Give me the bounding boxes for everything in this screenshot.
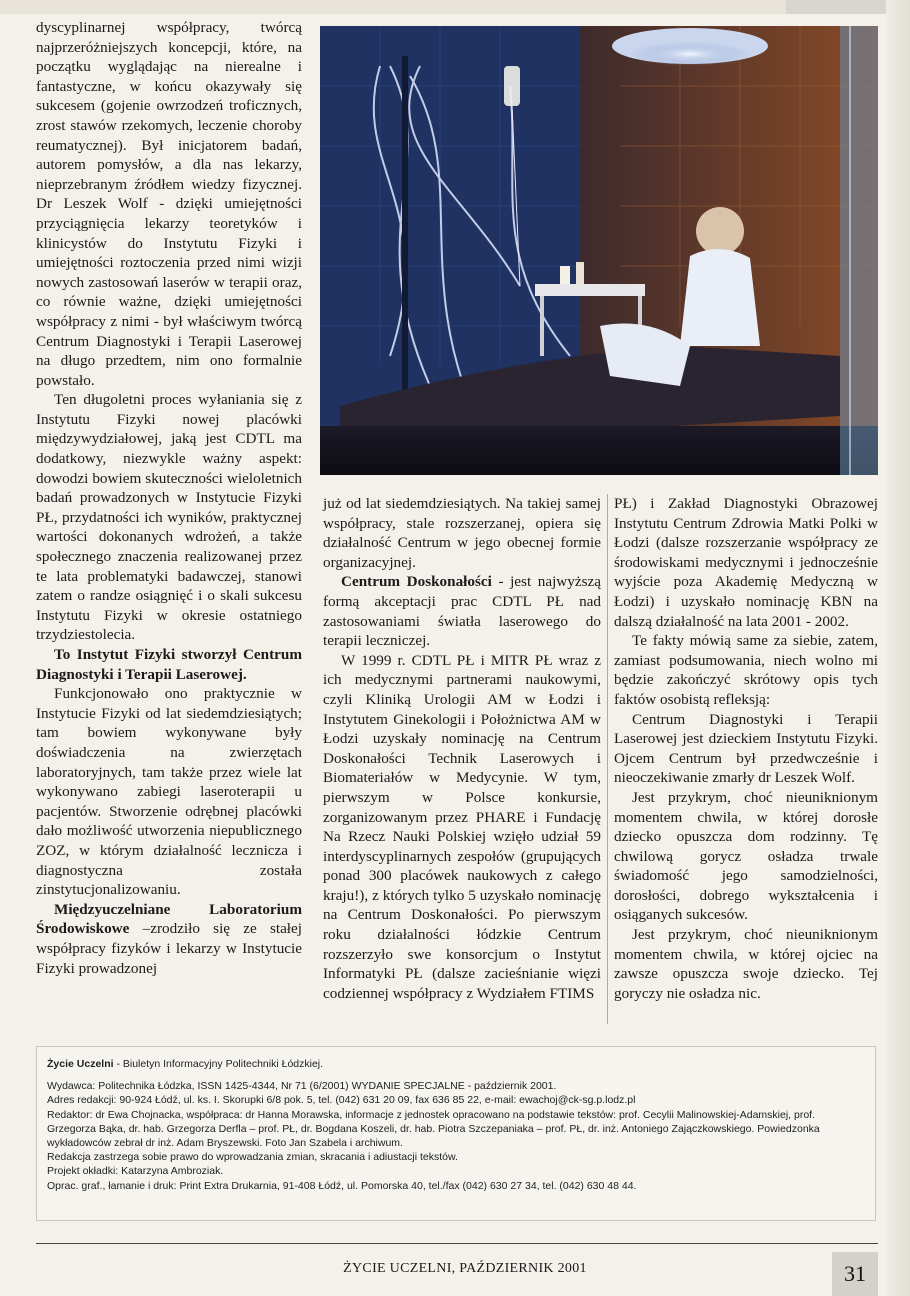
- colophon-cover-design: Projekt okładki: Katarzyna Ambroziak.: [47, 1165, 224, 1178]
- col3-paragraph-5: Jest przykrym, choć nieuniknionym momentem chwila, w której ojciec na zawsze opuszcza swoje dziecko. Tej goryczy nie osładza nic.: [614, 926, 878, 1002]
- col2-paragraph-3: W 1999 r. CDTL PŁ i MITR PŁ wraz z ich medycznymi partnerami naukowymi, czyli Kliniką Urologii AM w Łodzi i Instytutem Ginekologii i Położnictwa AM w Łodzi uzyskały nominację na Centrum Doskonałości Technik Laserowych i Biomateriałów w Medycynie. W tym, pierwszym w Polsce konkursie, zorganizowanym przez PHARE i Fundację Na Rzecz Nauki Polskiej wzięło udział 59 interdyscyplinarnych zespołów (grupujących ponad 300 placówek naukowych z całego kraju!), z których tylko 5 uzyskało nominację na Centrum Doskonałości. Po pierwszym roku działalności łódzkie Centrum rozszerzyło swe konsorcjum o Instytut Informatyki PŁ (dalsze zacieśnianie więzi codziennej współpracy z Wydziałem FTIMS: [323, 651, 601, 1002]
- colophon-rights: Redakcja zastrzega sobie prawo do wprowadzania zmian, skracania i adiustacji tekstów.: [47, 1151, 458, 1164]
- colophon-title-rest: - Biuletyn Informacyjny Politechniki Łódzkiej.: [113, 1058, 324, 1070]
- article-column-1: [36, 18, 302, 978]
- colophon-editors: Redaktor: dr Ewa Chojnacka, współpraca: dr Hanna Morawska, informacje z jednostek opracowano na podstawie tekstów: prof. Cecylii Malinowskiej-Adamskiej, prof. Grzegorza Bąka, dr. hab. Grzegorza Derfla – prof. PŁ, dr. Bogdana Koszeli, dr. hab. Piotra Szczepaniaka – prof. PŁ, dr. inż. Antoniego Zajączkowskiego. Powiedzonka wykładowców zebrał dr inż. Adam Bryszewski. Foto Jan Szabela i archiwum.: [47, 1108, 820, 1150]
- article-column-3: [614, 494, 878, 1003]
- colophon-title-bold: Życie Uczelni: [47, 1058, 114, 1070]
- col1-paragraph-1: dyscyplinarnej współpracy, twórcą najprzeróżniejszych koncepcji, które, na początku wyglądając na nierealne i fantastyczne, w końcu okazywały się sukcesem (gojenie owrzodzeń troficznych, zrost stawów rzekomych, leczenie choroby reumatycznej). Był inicjatorem badań, autorem pomysłów, a dla nas lekarzy, nieprzebranym źródłem wiedzy fizycznej. Dr Leszek Wolf - dzięki umiejętności przyciągnięcia lekarzy teoretyków i klinicystów do Instytutu Fizyki i umiejętności roztoczenia przed nimi wizji nowych zastosowań laserów w terapii oraz, co równie ważne, dzięki umiejętności współpracy z nimi - był właściwym twórcą Centrum Diagnostyki i Terapii Laserowej na długo przedtem, nim ono formalnie powstało.: [36, 19, 302, 389]
- page-number: 31: [844, 1261, 866, 1286]
- column-divider: [607, 494, 608, 1024]
- col3-paragraph-2: Te fakty mówią same za siebie, zatem, zamiast podsumowania, niech wolno mi będzie zakończyć skrótowy opis tych faktów osobistą refleksją:: [614, 632, 878, 708]
- col2-paragraph-2: [323, 572, 601, 650]
- page-number-box: [832, 1252, 878, 1296]
- colophon-printing: Oprac. graf., łamanie i druk: Print Extra Drukarnia, 91-408 Łódź, ul. Pomorska 40, tel./fax (042) 630 27 34, tel. (042) 630 48 44.: [47, 1179, 637, 1192]
- page-edge-top: [0, 0, 910, 14]
- laser-therapy-photo: [320, 26, 878, 475]
- col2-excellence-text: - jest najwyższą formą akceptacji prac CDTL PŁ nad zastosowaniami światła laserowego do terapii leczniczej.: [323, 573, 601, 650]
- col3-paragraph-4: Jest przykrym, choć nieuniknionym momentem chwila, w której dorosłe dziecko opuszcza dom rodzinny. Tę chwilową gorycz osładza trwale świadomość jego samodzielności, dorosłości, dobrego wykształcenia i osiąganych sukcesów.: [614, 788, 878, 924]
- colophon-title: [47, 1057, 865, 1071]
- colophon-address: Adres redakcji: 90-924 Łódź, ul. ks. I. Skorupki 6/8 pok. 5, tel. (042) 631 20 09, fax 636 85 22, e-mail: ewachoj@ck-sg.p.lodz.pl: [47, 1094, 636, 1107]
- col1-heading-institute: To Instytut Fizyki stworzył Centrum Diagnostyki i Terapii Laserowej.: [36, 646, 302, 683]
- colophon-publisher: Wydawca: Politechnika Łódzka, ISSN 1425-4344, Nr 71 (6/2001) WYDANIE SPECJALNE - październik 2001.: [47, 1080, 557, 1093]
- col1-paragraph-3: Funkcjonowało ono praktycznie w Instytucie Fizyki od lat siedemdziesiątych; tam bowiem wykonywane były doświadczenia na zwierzętach laboratoryjnych, tam także przez wiele lat wykonywano zabiegi laseroterapii u pacjentów. Stworzenie odrębnej placówki dało możliwość utworzenia niepublicznego ZOZ, w którym działalność lecznicza i diagnostyczna została zinstytucjonalizowaniu.: [36, 685, 302, 899]
- col1-paragraph-4: [36, 900, 302, 978]
- photo-illustration: [320, 26, 878, 475]
- col3-paragraph-1: PŁ) i Zakład Diagnostyki Obrazowej Instytutu Centrum Zdrowia Matki Polki w Łodzi (dalsze rozszerzanie współpracy ze środowiskami medycznymi i jednocześnie wyjście poza Akademię Medyczną w Łodzi) i uzyskało nominację KBN na dalszą działalność na lata 2001 - 2002.: [614, 495, 878, 630]
- article-column-2: [323, 494, 601, 1003]
- col2-excellence-heading: Centrum Doskonałości: [341, 573, 492, 591]
- col1-paragraph-2: Ten długoletni proces wyłaniania się z Instytutu Fizyki nowej placówki międzywydziałowej, jaką jest CDTL ma dodatkowy, niezwykle ważny aspekt: dowodzi bowiem skuteczności wieloletnich badań prowadzonych w Instytucie Fizyki PŁ, przydatności ich wyników, praktycznej wartości dokonanych wdrożeń, a także społecznego znaczenia realizowanej przez te lata problematyki badawczej, stanowi zatem o randze osiągnięć i o skali sukcesu Instytutu Fizyki w okresie ostatniego trzydziestolecia.: [36, 391, 302, 644]
- col3-paragraph-3: Centrum Diagnostyki i Terapii Laserowej jest dzieckiem Instytutu Fizyki. Ojcem Centrum był przedwcześnie i nieoczekiwanie zmarły dr Leszek Wolf.: [614, 710, 878, 787]
- page-edge-right: [886, 0, 910, 1296]
- col2-paragraph-1: już od lat siedemdziesiątych. Na takiej samej współpracy, stale rozszerzanej, opiera się działalność Centrum w jego obecnej formie organizacyjnej.: [323, 495, 601, 571]
- footer-title: ŻYCIE UCZELNI, PAŹDZIERNIK 2001: [343, 1261, 587, 1276]
- footer-rule: [36, 1243, 878, 1244]
- col1-lab-heading: Międzyuczelniane Laboratorium Środowiskowe: [36, 900, 302, 938]
- col1-lab-text: –zrodziło się ze stałej współpracy fizyków i lekarzy w Instytucie Fizyki prowadzonej: [36, 920, 302, 977]
- colophon-box: [36, 1046, 876, 1221]
